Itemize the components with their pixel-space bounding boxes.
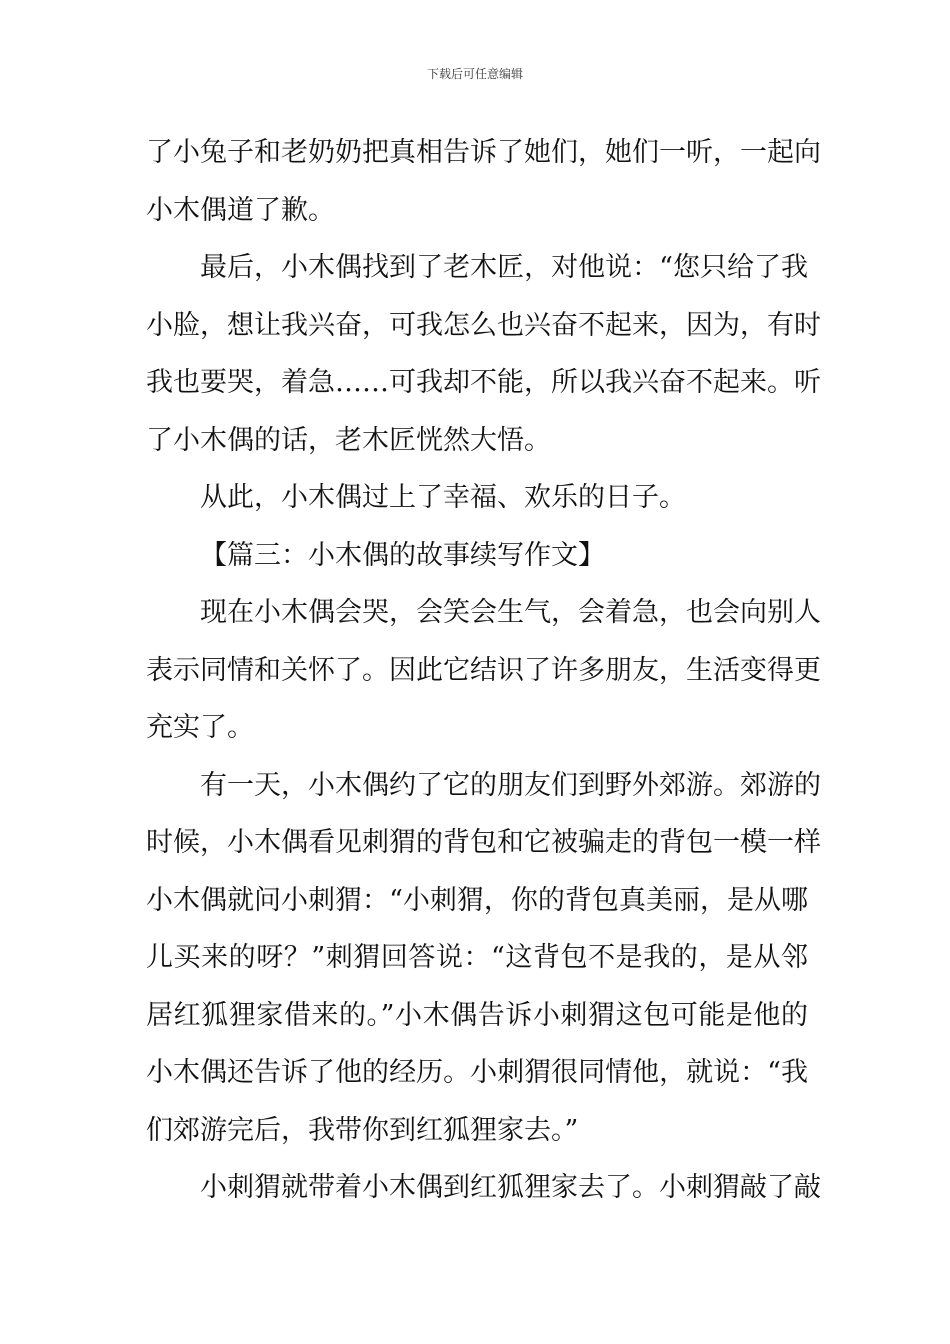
text-line: 小木偶就问小刺猬：“小刺猬，你的背包真美丽，是从哪 (146, 884, 808, 916)
paragraph-first-line: 从此，小木偶过上了幸福、欢乐的日子。 (200, 482, 686, 513)
paragraph-first-line: 小刺猬就带着小木偶到红狐狸家去了。小刺猬敲了敲 (200, 1172, 821, 1203)
document-body (146, 124, 821, 1217)
section-heading: 【篇三：小木偶的故事续写作文】 (200, 539, 605, 571)
paragraph-first-line: 有一天，小木偶约了它的朋友们到野外郊游。郊游的 (200, 769, 821, 801)
text-line: 表示同情和关怀了。因此它结识了许多朋友，生活变得更 (146, 654, 821, 686)
paragraph-first-line: 最后，小木偶找到了老木匠，对他说：“您只给了我 (200, 252, 808, 283)
text-line: 小木偶还告诉了他的经历。小刺猬很同情他，就说：“我 (146, 1057, 808, 1088)
text-line: 儿买来的呀？”刺猬回答说：“这背包不是我的，是从邻 (146, 942, 808, 973)
text-line: 了小木偶的话，老木匠恍然大悟。 (146, 424, 551, 456)
text-line: 小木偶道了歉。 (146, 194, 335, 226)
text-line: 小脸，想让我兴奋，可我怎么也兴奋不起来，因为，有时 (146, 309, 821, 341)
text-line: 我也要哭，着急……可我却不能，所以我兴奋不起来。听 (146, 367, 821, 398)
text-line: 充实了。 (146, 712, 254, 743)
text-line: 了小兔子和老奶奶把真相告诉了她们，她们一听，一起向 (146, 137, 821, 168)
paragraph-first-line: 现在小木偶会哭，会笑会生气，会着急，也会向别人 (200, 597, 821, 628)
text-line: 们郊游完后，我带你到红狐狸家去。” (146, 1114, 579, 1146)
page-header-note: 下载后可任意编辑 (426, 67, 523, 81)
text-line: 时候，小木偶看见刺猬的背包和它被骗走的背包一模一样 (146, 827, 821, 858)
text-line: 居红狐狸家借来的。”小木偶告诉小刺猬这包可能是他的 (146, 999, 808, 1031)
